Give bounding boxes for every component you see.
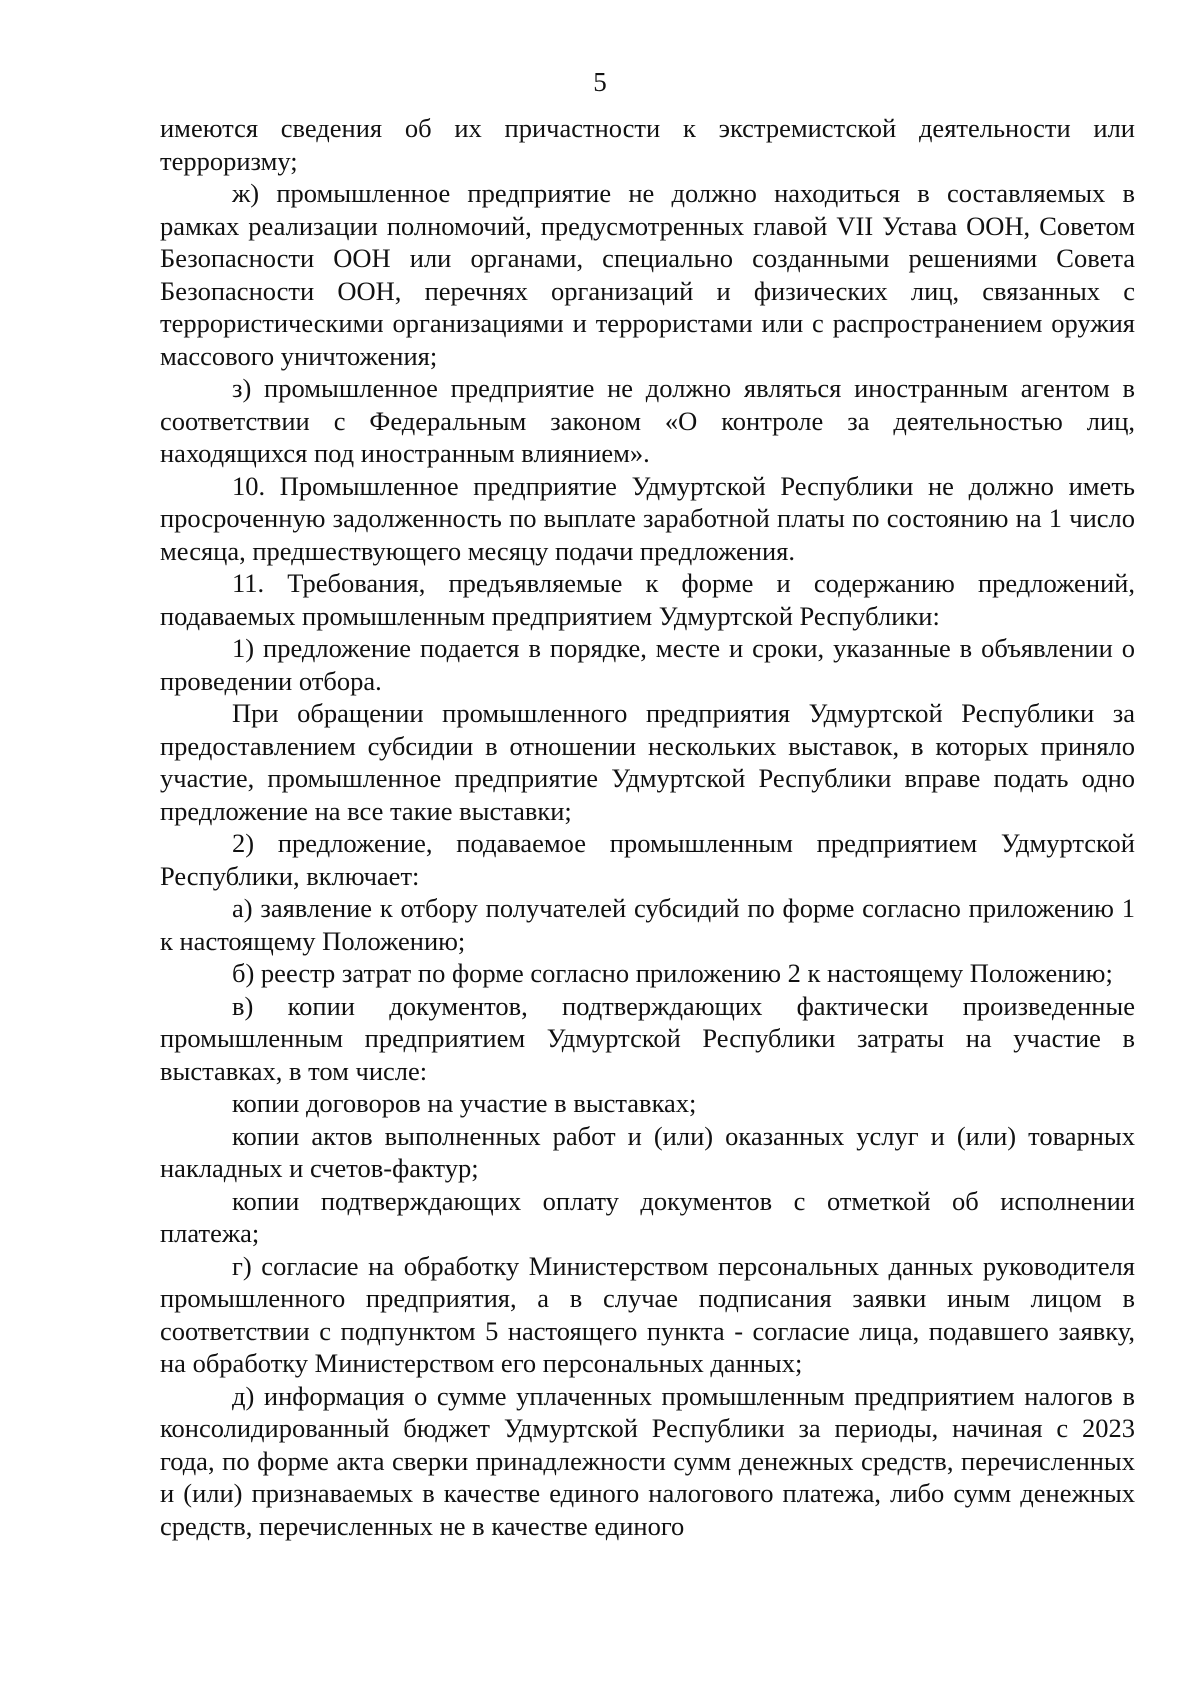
paragraph-subitem-2-v-payments: копии подтверждающих оплату документов с отметкой об исполнении платежа; — [160, 1185, 1135, 1248]
paragraph-item-zh: ж) промышленное предприятие не должно находиться в составляемых в рамках реализации полномочий, предусмотренных главой VII Устава ООН, Советом Безопасности ООН или органами, специально созданными решениями Совета Безопасности ООН, перечнях организаций и физических лиц, связанных с террористическими организациями и террористами или с распространением оружия массового уничтожения; — [160, 178, 1135, 371]
paragraph-subitem-2-v-acts: копии актов выполненных работ и (или) оказанных услуг и (или) товарных накладных и счетов-фактур; — [160, 1120, 1135, 1183]
paragraph-item-z: з) промышленное предприятие не должно являться иностранным агентом в соответствии с Федеральным законом «О контроле за деятельностью лиц, находящихся под иностранным влиянием». — [160, 373, 1135, 468]
paragraph-subitem-2-v: в) копии документов, подтверждающих фактически произведенные промышленным предприятием Удмуртской Республики затраты на участие в выставках, в том числе: — [160, 990, 1135, 1086]
document-body — [160, 112, 1135, 1542]
paragraph-subitem-2-a: а) заявление к отбору получателей субсидий по форме согласно приложению 1 к настоящему Положению; — [160, 893, 1135, 956]
paragraph-subitem-2-b: б) реестр затрат по форме согласно приложению 2 к настоящему Положению; — [232, 958, 1113, 988]
paragraph-subitem-2: 2) предложение, подаваемое промышленным предприятием Удмуртской Республики, включает: — [160, 828, 1135, 891]
paragraph-subitem-2-d: д) информация о сумме уплаченных промышленным предприятием налогов в консолидированный бюджет Удмуртской Республики за периоды, начиная с 2023 года, по форме акта сверки принадлежности сумм денежных средств, перечисленных и (или) признаваемых в качестве единого налогового платежа, либо сумм денежных средств, перечисленных не в качестве единого — [160, 1380, 1135, 1541]
paragraph-subitem-1: 1) предложение подается в порядке, месте и сроки, указанные в объявлении о проведении отбора. — [160, 633, 1135, 696]
paragraph-subitem-1-note: При обращении промышленного предприятия Удмуртской Республики за предоставлением субсидии в отношении нескольких выставок, в которых приняло участие, промышленное предприятие Удмуртской Республики вправе подать одно предложение на все такие выставки; — [160, 698, 1135, 826]
paragraph-continuation: имеются сведения об их причастности к экстремистской деятельности или терроризму; — [160, 113, 1135, 176]
paragraph-subitem-2-v-contracts: копии договоров на участие в выставках; — [232, 1088, 697, 1118]
paragraph-subitem-2-g: г) согласие на обработку Министерством персональных данных руководителя промышленного предприятия, а в случае подписания заявки иным лицом в соответствии с подпунктом 5 настоящего пункта - согласие лица, подавшего заявку, на обработку Министерством его персональных данных; — [160, 1250, 1135, 1378]
paragraph-clause-10: 10. Промышленное предприятие Удмуртской Республики не должно иметь просроченную задолженность по выплате заработной платы по состоянию на 1 число месяца, предшествующего месяцу подачи предложения. — [160, 470, 1135, 566]
paragraph-clause-11: 11. Требования, предъявляемые к форме и содержанию предложений, подаваемых промышленным предприятием Удмуртской Республики: — [160, 568, 1135, 631]
page-number: 5 — [593, 67, 607, 97]
